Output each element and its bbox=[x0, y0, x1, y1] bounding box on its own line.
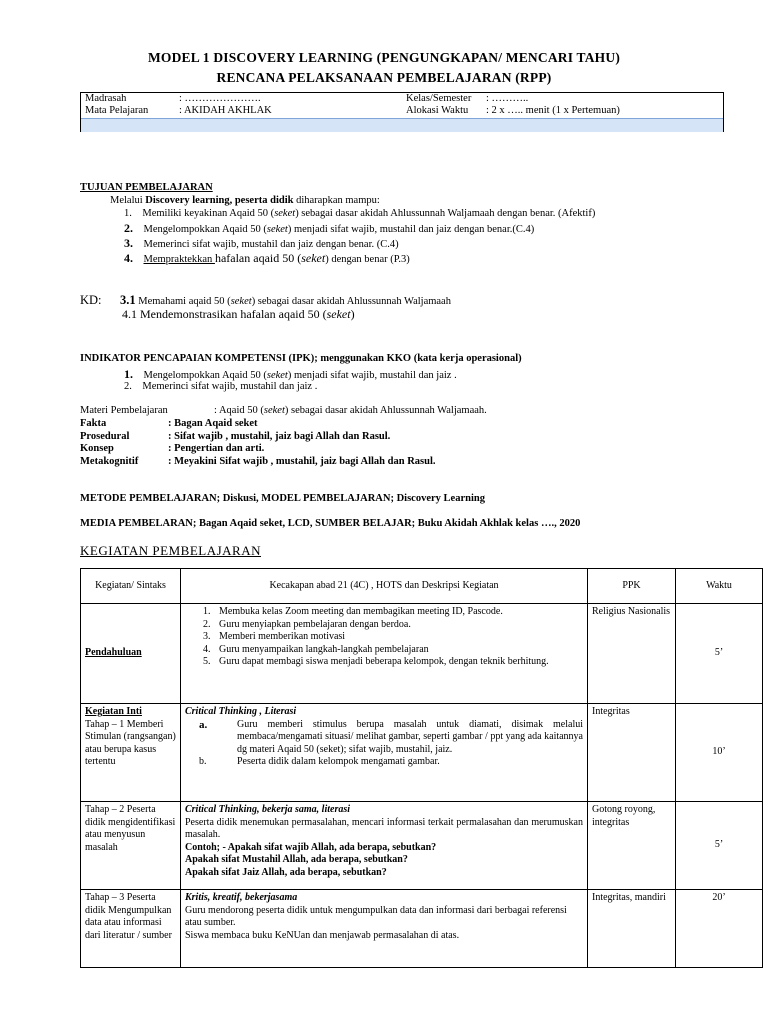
metakognitif-label: Metakognitif bbox=[80, 456, 139, 467]
metode-line: METODE PEMBELAJARAN; Diskusi, MODEL PEMBELAJARAN; Discovery Learning bbox=[80, 493, 485, 504]
kd-item-4-1: 4.1 Mendemonstrasikan hafalan aqaid 50 (seket) bbox=[122, 307, 355, 321]
deskripsi-cell: Critical Thinking , Literasi a. Guru memberi stimulus berupa masalah untuk diamati, disimak melalui membaca/mengamati situasi/ melihat gambar, seperti gambar / ppt yang ada kaitannya dg materi Aqaid 50 (seket); sifat wajib, mustahil, jaiz. b. Peserta didik dalam kelompok mengamati gambar. bbox=[181, 704, 588, 802]
waktu-cell: 5’ bbox=[676, 802, 763, 890]
header-kecakapan: Kecakapan abad 21 (4C) , HOTS dan Deskripsi Kegiatan bbox=[181, 569, 588, 604]
ipk-item-1: 1. Mengelompokkan Aqaid 50 (seket) menjadi sifat wajib, mustahil dan jaiz . bbox=[124, 367, 457, 381]
materi-value: : Aqaid 50 (seket) sebagai dasar akidah Ahlussunnah Waljamaah. bbox=[214, 405, 487, 416]
kd-label: KD: bbox=[80, 293, 102, 307]
madrasah-label: Madrasah bbox=[85, 93, 127, 104]
ppk-cell: Integritas, mandiri bbox=[588, 890, 676, 968]
ppk-cell: Gotong royong, integritas bbox=[588, 802, 676, 890]
metakognitif-value: : Meyakini Sifat wajib , mustahil, jaiz bagi Allah dan Rasul. bbox=[168, 456, 436, 467]
materi-label: Materi Pembelajaran bbox=[80, 405, 168, 416]
tujuan-heading: TUJUAN PEMBELAJARAN bbox=[80, 182, 213, 193]
ppk-cell: Religius Nasionalis bbox=[588, 604, 676, 704]
kelas-label: Kelas/Semester bbox=[406, 93, 472, 104]
sintaks-cell: Tahap – 3 Peserta didik Mengumpulkan data atau informasi dari literatur / sumber bbox=[81, 890, 181, 968]
deskripsi-cell: Kritis, kreatif, bekerjasama Guru mendorong peserta didik untuk mengumpulkan data dan informasi dari berbagai referensi atau sumber. Siswa membaca buku KeNUan dan menjawab permasalahan di atas. bbox=[181, 890, 588, 968]
identity-box bbox=[80, 92, 724, 132]
document-title: MODEL 1 DISCOVERY LEARNING (PENGUNGKAPAN/ MENCARI TAHU) bbox=[147, 50, 621, 65]
sintaks-cell: Pendahuluan bbox=[81, 604, 181, 704]
tujuan-intro: Melalui Discovery learning, peserta didik diharapkan mampu: bbox=[110, 195, 380, 206]
prosedural-value: : Sifat wajib , mustahil, jaiz bagi Allah dan Rasul. bbox=[168, 431, 391, 442]
ipk-item-2: 2. Memerinci sifat wajib, mustahil dan jaiz . bbox=[124, 381, 318, 392]
kegiatan-table bbox=[80, 568, 763, 968]
fakta-value: : Bagan Aqaid seket bbox=[168, 418, 258, 429]
kd-item-3-1: 3.1 Memahami aqaid 50 (seket) sebagai dasar akidah Ahlussunnah Waljamaah bbox=[120, 293, 451, 307]
waktu-cell: 10’ bbox=[676, 704, 763, 802]
konsep-label: Konsep bbox=[80, 443, 114, 454]
tujuan-item-3: 3. Memerinci sifat wajib, mustahil dan jaiz dengan benar. (C.4) bbox=[124, 236, 399, 250]
ppk-cell: Integritas bbox=[588, 704, 676, 802]
mapel-label: Mata Pelajaran bbox=[85, 105, 149, 116]
sintaks-cell: Kegiatan Inti Tahap – 1 Memberi Stimulan (rangsangan) atau berupa kasus tertentu bbox=[81, 704, 181, 802]
konsep-value: : Pengertian dan arti. bbox=[168, 443, 265, 454]
list-item: 1. Membuka kelas Zoom meeting dan membagikan meeting ID, Pascode. bbox=[213, 606, 583, 619]
info-shaded-row bbox=[81, 118, 723, 132]
document-subtitle: RENCANA PELAKSANAAN PEMBELAJARAN (RPP) bbox=[216, 70, 552, 85]
media-line: MEDIA PEMBELARAN; Bagan Aqaid seket, LCD, SUMBER BELAJAR; Buku Akidah Akhlak kelas …., 2020 bbox=[80, 518, 581, 529]
header-ppk: PPK bbox=[588, 569, 676, 604]
prosedural-label: Prosedural bbox=[80, 431, 130, 442]
alokasi-value: : 2 x ….. menit (1 x Pertemuan) bbox=[486, 105, 620, 116]
tujuan-item-4: 4. Mempraktekkan hafalan aqaid 50 (seket) dengan benar (P.3) bbox=[124, 251, 410, 265]
sintaks-cell: Tahap – 2 Peserta didik mengidentifikasi atau menyusun masalah bbox=[81, 802, 181, 890]
kelas-value: : ……….. bbox=[486, 93, 529, 104]
header-kegiatan: Kegiatan/ Sintaks bbox=[81, 569, 181, 604]
ipk-heading: INDIKATOR PENCAPAIAN KOMPETENSI (IPK); menggunakan KKO (kata kerja operasional) bbox=[80, 353, 522, 364]
table-row bbox=[81, 802, 763, 890]
waktu-cell: 20’ bbox=[676, 890, 763, 968]
list-item: 4. Guru menyampaikan langkah-langkah pembelajaran bbox=[213, 644, 583, 657]
mapel-value: : AKIDAH AKHLAK bbox=[179, 105, 272, 116]
list-item: 3. Memberi memberikan motivasi bbox=[213, 631, 583, 644]
tujuan-item-2: 2. Mengelompokkan Aqaid 50 (seket) menjadi sifat wajib, mustahil dan jaiz dengan benar.(C.4) bbox=[124, 221, 535, 235]
table-row bbox=[81, 890, 763, 968]
list-item: 5. Guru dapat membagi siswa menjadi beberapa kelompok, dengan teknik berhitung. bbox=[213, 656, 583, 669]
table-row bbox=[81, 604, 763, 704]
kegiatan-heading: KEGIATAN PEMBELAJARAN bbox=[80, 543, 261, 558]
header-waktu: Waktu bbox=[676, 569, 763, 604]
madrasah-value: : …………………. bbox=[179, 93, 261, 104]
table-header-row bbox=[81, 569, 763, 604]
table-row bbox=[81, 704, 763, 802]
list-item: 2. Guru menyiapkan pembelajaran dengan berdoa. bbox=[213, 619, 583, 632]
deskripsi-cell: Critical Thinking, bekerja sama, literasi Peserta didik menemukan permasalahan, mencari informasi terkait permalasahan dan merumuskan masalah. Contoh; - Apakah sifat wajib Allah, ada berapa, sebutkan? Apakah sifat Mustahil Allah, ada berapa, sebutkan? Apakah sifat Jaiz Allah, ada berapa, sebutkan? bbox=[181, 802, 588, 890]
deskripsi-cell bbox=[181, 604, 588, 704]
waktu-cell: 5’ bbox=[676, 604, 763, 704]
tujuan-item-1: 1. Memiliki keyakinan Aqaid 50 (seket) sebagai dasar akidah Ahlussunnah Waljamaah dengan benar. (Afektif) bbox=[124, 208, 596, 219]
fakta-label: Fakta bbox=[80, 418, 107, 429]
alokasi-label: Alokasi Waktu bbox=[406, 105, 469, 116]
